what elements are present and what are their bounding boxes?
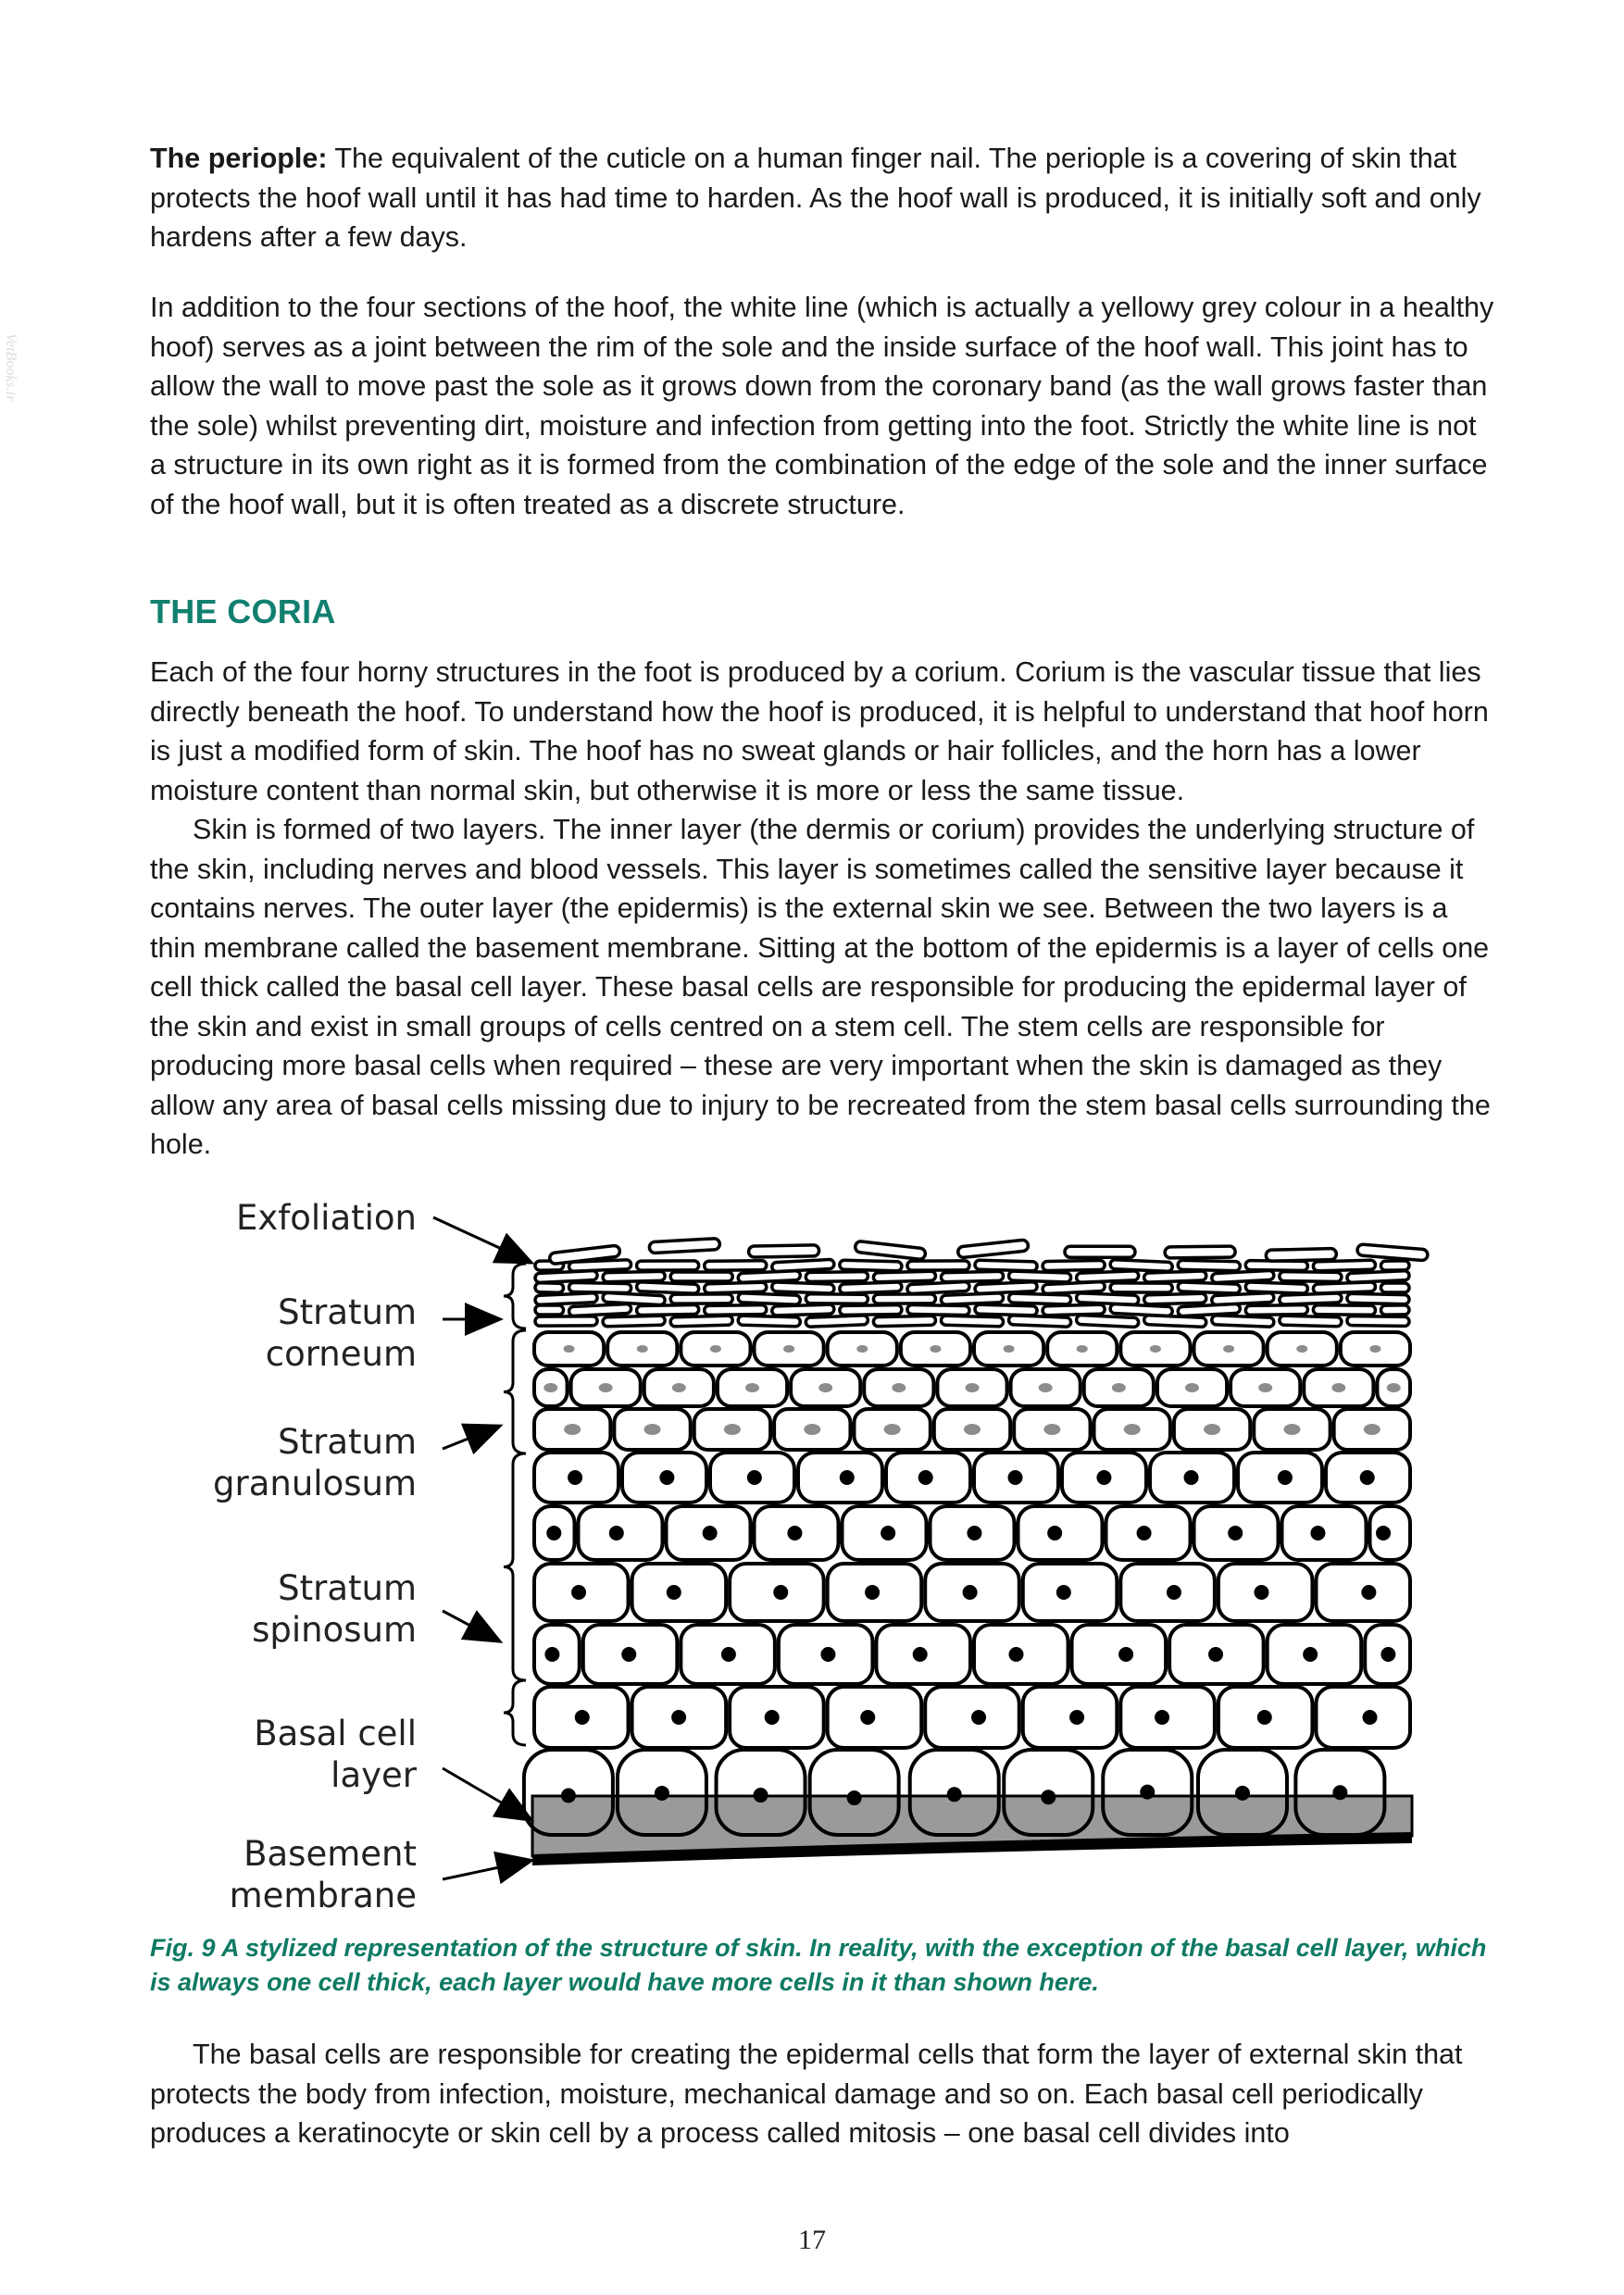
granule — [745, 1383, 759, 1392]
periople-paragraph — [150, 139, 1494, 257]
corneum-cell — [1008, 1293, 1070, 1304]
corneum-cell — [670, 1316, 732, 1327]
cell-nucleus — [575, 1710, 590, 1725]
corneum-cell — [1347, 1293, 1409, 1303]
cell-nucleus — [918, 1470, 933, 1485]
granule — [644, 1424, 661, 1435]
corneum-cell — [535, 1305, 564, 1315]
corneum-cell — [907, 1304, 969, 1315]
corneum-cell — [535, 1316, 597, 1326]
corneum-cell — [1313, 1305, 1375, 1316]
corneum-cell — [636, 1282, 698, 1294]
corneum-cell — [1178, 1282, 1240, 1293]
cell-nucleus — [1167, 1585, 1181, 1600]
skin-diagram — [204, 1190, 1435, 1930]
corneum-cell — [705, 1305, 767, 1316]
exfoliating-flake — [748, 1245, 818, 1257]
corneum-cell — [1245, 1282, 1307, 1293]
corneum-cell — [1313, 1260, 1375, 1271]
corneum-cell — [1212, 1292, 1274, 1304]
layer-brackets — [504, 1264, 526, 1745]
granule — [1296, 1345, 1307, 1353]
corneum-cell — [568, 1282, 631, 1292]
corneum-cell — [535, 1270, 597, 1282]
granule — [1150, 1345, 1161, 1353]
corneum-cell — [873, 1271, 935, 1282]
corneum-cell — [1043, 1260, 1105, 1270]
granule — [1387, 1383, 1401, 1392]
cell-nucleus — [703, 1526, 718, 1540]
coria-heading-block — [150, 592, 1494, 631]
corneum-cell — [772, 1282, 834, 1293]
corneum-cell — [1280, 1316, 1342, 1327]
figure-caption: Fig. 9 A stylized representation of the structure of skin. In reality, with the exception of the basal cell layer, which is always one cell thick, each layer would have more cells in it than shown here. — [150, 1934, 1487, 1996]
cell-nucleus — [967, 1526, 981, 1540]
corneum-cell — [975, 1304, 1037, 1316]
granule — [1043, 1424, 1060, 1435]
corneum-cell — [1110, 1283, 1172, 1292]
cell-nucleus — [1380, 1647, 1395, 1662]
granule — [1331, 1383, 1345, 1392]
corneum-cell — [1280, 1272, 1342, 1282]
corneum-cell — [1313, 1282, 1375, 1293]
cell-nucleus — [1155, 1710, 1169, 1725]
label-text: Stratum granulosum — [213, 1422, 417, 1503]
cell-nucleus — [1056, 1585, 1071, 1600]
corneum-cell — [603, 1316, 665, 1327]
white-line-paragraph: In addition to the four sections of the hoof, the white line (which is actually a yellowy grey colour in a healthy hoof) serves as a joint between the rim of the sole and the inside surface of the hoof wall. This joint has to allow the wall to move past the sole as it grows down from the coronary band (as the wall grows faster than the sole) whilst preventing dirt, moisture and infection from getting into the foot. Strictly the white line is not a structure in its own right as it is formed from the combination of the edge of the sole and the inner surface of the hoof wall, but it is often treated as a discrete structure. — [150, 292, 1494, 520]
label-arrow — [443, 1427, 498, 1449]
granule — [1369, 1345, 1380, 1353]
cell-nucleus — [667, 1585, 681, 1600]
granule — [1223, 1345, 1234, 1353]
corneum-cell — [772, 1304, 834, 1316]
label-exfoliation: Exfoliation — [235, 1198, 417, 1238]
cell-nucleus — [671, 1710, 686, 1725]
granule — [564, 1345, 575, 1353]
periople-definition: The equivalent of the cuticle on a human finger nail. The periople is a covering of skin that protects the hoof wall until it has had time to harden. As the hoof wall is produced, it is initially soft and only hardens after a few days. — [150, 143, 1481, 253]
cell-nucleus — [1009, 1647, 1024, 1662]
corneum-cell — [1347, 1271, 1409, 1283]
granule — [724, 1424, 741, 1435]
granule — [564, 1424, 581, 1435]
cell-nucleus — [840, 1470, 855, 1485]
cell-nucleus — [860, 1710, 875, 1725]
cell-nucleus — [971, 1710, 986, 1725]
watermark: VetBooks.ir — [3, 333, 19, 402]
corneum-cell — [738, 1316, 800, 1327]
basal-cell-nucleus — [754, 1788, 768, 1802]
granule — [1112, 1383, 1126, 1392]
layer-bracket — [504, 1330, 526, 1453]
corneum-cell — [603, 1271, 665, 1282]
corneum-cell — [806, 1316, 868, 1328]
corneum-cell — [603, 1292, 666, 1304]
cell-nucleus — [1069, 1710, 1084, 1725]
exfoliating-flake — [1357, 1244, 1429, 1261]
granule — [884, 1424, 901, 1435]
basal-cell-nucleus — [1332, 1785, 1347, 1800]
label-arrow — [443, 1861, 530, 1879]
cell-nucleus — [913, 1647, 928, 1662]
cell-nucleus — [1228, 1526, 1243, 1540]
cell-nucleus — [773, 1585, 788, 1600]
corneum-cell — [1380, 1261, 1409, 1270]
cell-nucleus — [546, 1526, 561, 1540]
corneum-cell — [873, 1294, 935, 1303]
granule — [1039, 1383, 1053, 1392]
corneum-cell — [1110, 1259, 1172, 1271]
periople-term: The periople: — [150, 143, 328, 174]
cell-nucleus — [568, 1470, 582, 1485]
label-arrow — [443, 1768, 530, 1819]
cell-nucleus — [881, 1526, 895, 1540]
corneum-cell — [1043, 1304, 1105, 1316]
corneum-cell — [1043, 1281, 1105, 1293]
corneum-cell — [738, 1270, 800, 1282]
basal-cell-nucleus — [1041, 1790, 1056, 1804]
label-text: Basal cell layer — [254, 1714, 417, 1795]
granule — [543, 1383, 557, 1392]
cell-nucleus — [1257, 1710, 1272, 1725]
coria-text-block — [150, 653, 1494, 1165]
label-arrow — [443, 1611, 498, 1640]
cell-nucleus — [571, 1585, 586, 1600]
exfoliating-flake — [1165, 1246, 1235, 1258]
corneum-cell — [873, 1316, 935, 1327]
skin-structure-figure — [204, 1190, 1435, 1930]
corneum-cell — [670, 1272, 732, 1281]
cell-nucleus — [721, 1647, 736, 1662]
corneum-cell — [738, 1293, 800, 1305]
layer-bracket — [504, 1264, 526, 1328]
layer-bracket — [504, 1680, 526, 1745]
corneum-cell — [1245, 1305, 1307, 1316]
corneum-cell — [1008, 1271, 1070, 1282]
cell-nucleus — [621, 1647, 636, 1662]
corneum-cell — [806, 1271, 868, 1281]
corneum-cell — [535, 1293, 597, 1305]
corneum-cell — [670, 1294, 732, 1303]
label-text: Stratum spinosum — [252, 1568, 417, 1650]
cell-nucleus — [1118, 1647, 1133, 1662]
granule — [1077, 1345, 1088, 1353]
cell-nucleus — [1310, 1526, 1325, 1540]
cell-nucleus — [1363, 1710, 1378, 1725]
cell-nucleus — [1008, 1470, 1023, 1485]
section-heading: THE CORIA — [150, 592, 336, 630]
corneum-cell — [535, 1283, 564, 1293]
basal-paragraph: The basal cells are responsible for creating the epidermal cells that form the layer of external skin that protects the body from infection, moisture, mechanical damage and so on. Each basal cell periodically produces a keratinocyte or skin cell by a process called mitosis – one basal cell divides into — [150, 2039, 1463, 2149]
granule — [1283, 1424, 1300, 1435]
cell-nucleus — [1137, 1526, 1152, 1540]
corneum-cell — [1144, 1316, 1206, 1328]
layer-bracket — [504, 1453, 526, 1680]
corneum-cell — [975, 1260, 1037, 1271]
granule — [966, 1383, 980, 1392]
corneum-cell — [772, 1259, 835, 1271]
cell-nucleus — [1360, 1470, 1375, 1485]
corneum-cell — [840, 1260, 902, 1271]
cell-nucleus — [1096, 1470, 1111, 1485]
granule — [1204, 1424, 1220, 1435]
cell-nucleus — [659, 1470, 674, 1485]
exfoliating-flake — [649, 1239, 720, 1254]
basal-cell-nucleus — [561, 1788, 576, 1802]
granule — [637, 1345, 648, 1353]
corneum-cell — [941, 1271, 1003, 1281]
granule — [964, 1424, 981, 1435]
granule — [672, 1383, 686, 1392]
exfoliating-flake — [1065, 1246, 1135, 1257]
cell-nucleus — [1376, 1526, 1391, 1540]
exfoliating-flake — [957, 1240, 1029, 1258]
basal-cell-nucleus — [1235, 1786, 1250, 1801]
cell-nucleus — [1047, 1526, 1062, 1540]
basal-cell-nucleus — [947, 1787, 962, 1802]
corneum-cell — [1144, 1271, 1206, 1282]
granule — [804, 1424, 820, 1435]
label-text: Stratum corneum — [265, 1292, 417, 1374]
basal-cell-nucleus — [847, 1790, 862, 1805]
corneum-cell — [806, 1294, 868, 1304]
corneum-cell — [1144, 1293, 1206, 1304]
corneum-cell — [1212, 1270, 1275, 1282]
corneum-cell — [1380, 1305, 1409, 1315]
corneum-cell — [1076, 1293, 1138, 1305]
corneum-cell — [840, 1282, 902, 1293]
granule — [856, 1345, 868, 1353]
corneum-cell — [637, 1304, 699, 1315]
cell-nucleus — [609, 1526, 624, 1540]
basal-cell-nucleus — [1140, 1785, 1155, 1800]
tissue-layers — [524, 1239, 1428, 1865]
corneum-cell — [1008, 1316, 1070, 1328]
corneum-cell — [1076, 1315, 1138, 1327]
corneum-cell — [1110, 1303, 1172, 1316]
label-arrows — [433, 1217, 530, 1879]
corneum-cell — [568, 1303, 631, 1316]
granule — [1258, 1383, 1272, 1392]
corneum-cell — [907, 1261, 969, 1270]
corneum-cell — [907, 1281, 969, 1293]
cell-nucleus — [544, 1647, 559, 1662]
corneum-cell — [1212, 1316, 1274, 1328]
coria-paragraph-2: Skin is formed of two layers. The inner layer (the dermis or corium) provides the underlying structure of the skin, including nerves and blood vessels. This layer is sometimes called the sensitive layer because it contains nerves. The outer layer (the epidermis) is the external skin we see. Between the two layers is a thin membrane called the basement membrane. Sitting at the bottom of the epidermis is a layer of cells one cell thick called the basal cell layer. These basal cells are responsible for producing the epidermal layer of the skin and exist in small groups of cells centred on a stem cell. The stem cells are responsible for producing more basal cells when required – these are very important when the skin is damaged as they allow any area of basal cells missing due to injury to be recreated from the stem basal cells surrounding the hole. — [150, 814, 1491, 1160]
granule — [1185, 1383, 1199, 1392]
cell-nucleus — [820, 1647, 835, 1662]
page-number: 17 — [798, 2225, 826, 2255]
cell-nucleus — [1208, 1647, 1223, 1662]
granule — [1004, 1345, 1015, 1353]
cell-nucleus — [1184, 1470, 1199, 1485]
granule — [783, 1345, 794, 1353]
granule — [710, 1345, 721, 1353]
exfoliating-flake — [855, 1241, 926, 1260]
corneum-cell — [705, 1282, 767, 1293]
corneum-cell — [705, 1261, 767, 1271]
cell-nucleus — [765, 1710, 780, 1725]
cell-nucleus — [963, 1585, 978, 1600]
cell-nucleus — [1278, 1470, 1293, 1485]
granule — [818, 1383, 832, 1392]
basal-cell-nucleus — [655, 1786, 669, 1801]
corneum-cell — [1347, 1316, 1409, 1327]
corneum-cell — [941, 1293, 1003, 1305]
cell-nucleus — [1254, 1585, 1268, 1600]
cell-nucleus — [787, 1526, 802, 1540]
cell-nucleus — [865, 1585, 880, 1600]
cell-nucleus — [747, 1470, 762, 1485]
label-text: Basement membrane — [229, 1834, 417, 1915]
label-arrow — [433, 1217, 530, 1262]
corneum-cell — [1076, 1271, 1138, 1283]
basal-text-block — [150, 2035, 1494, 2153]
exfoliating-flake — [1266, 1249, 1336, 1262]
granule — [599, 1383, 613, 1392]
granule — [1364, 1424, 1380, 1435]
cell-nucleus — [1361, 1585, 1376, 1600]
cell-nucleus — [1303, 1647, 1318, 1662]
granule — [1124, 1424, 1141, 1435]
corneum-cell — [975, 1282, 1037, 1294]
periople-paragraph-block — [150, 139, 1494, 257]
corneum-cell — [941, 1316, 1003, 1327]
granule — [892, 1383, 906, 1392]
corneum-cell — [840, 1305, 902, 1316]
corneum-cell — [1178, 1260, 1240, 1271]
corneum-cell — [637, 1261, 699, 1270]
white-line-block — [150, 288, 1494, 524]
corneum-cell — [1280, 1293, 1342, 1304]
coria-paragraph-1: Each of the four horny structures in the foot is produced by a corium. Corium is the vascular tissue that lies directly beneath the hoof. To understand how the hoof is produced, it is helpful to understand that hoof horn is just a modified form of skin. The hoof has no sweat glands or hair follicles, and the horn has a lower moisture content than normal skin, but otherwise it is more or less the same tissue. — [150, 656, 1489, 806]
corneum-cell — [1380, 1283, 1409, 1292]
granule — [930, 1345, 941, 1353]
